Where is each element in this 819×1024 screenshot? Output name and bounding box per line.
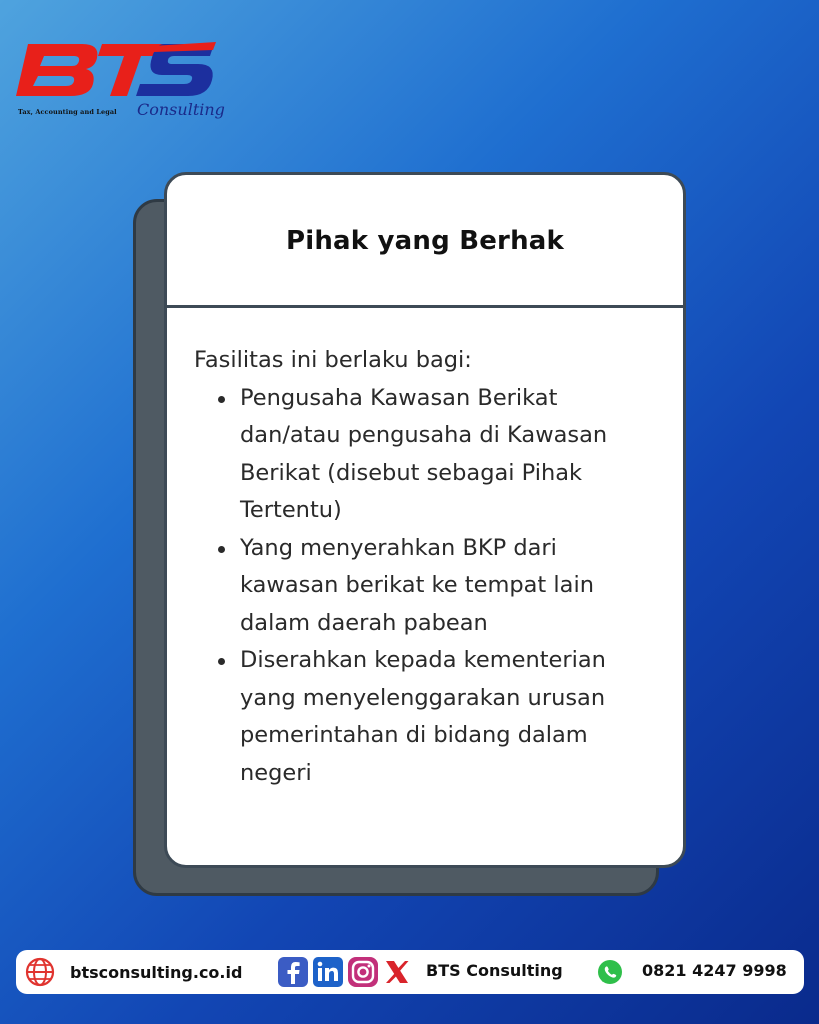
- bullet-list: [194, 380, 653, 793]
- info-card: [164, 172, 686, 868]
- facebook-icon[interactable]: [278, 957, 308, 987]
- card-intro: Fasilitas ini berlaku bagi:: [194, 347, 472, 373]
- globe-icon: [24, 956, 56, 988]
- social-name: BTS Consulting: [426, 961, 563, 980]
- instagram-icon[interactable]: [348, 957, 378, 987]
- card-body: [194, 342, 653, 792]
- logo-subtitle: Consulting: [137, 100, 225, 119]
- footer-bar: [16, 950, 804, 994]
- whatsapp-icon[interactable]: [596, 958, 624, 986]
- card-title: Pihak yang Berhak: [285, 226, 565, 256]
- website-link[interactable]: [24, 956, 242, 988]
- list-item: Yang menyerahkan BKP dari kawasan berikat ke tempat lain dalam daerah pabean: [194, 530, 653, 643]
- list-item: Pengusaha Kawasan Berikat dan/atau pengusaha di Kawasan Berikat (disebut sebagai Pihak Tertentu): [194, 380, 653, 530]
- x-icon[interactable]: [383, 958, 411, 986]
- brand-logo: [14, 34, 225, 129]
- list-item: Diserahkan kepada kementerian yang menyelenggarakan urusan pemerintahan di bidang dalam negeri: [194, 642, 653, 792]
- phone-number: 0821 4247 9998: [642, 961, 787, 980]
- website-text: btsconsulting.co.id: [70, 962, 243, 982]
- card-header: [167, 175, 683, 308]
- logo-tagline: Tax, Accounting and Legal: [18, 108, 117, 116]
- linkedin-icon[interactable]: [313, 957, 343, 987]
- bts-logo-mark: [14, 34, 219, 104]
